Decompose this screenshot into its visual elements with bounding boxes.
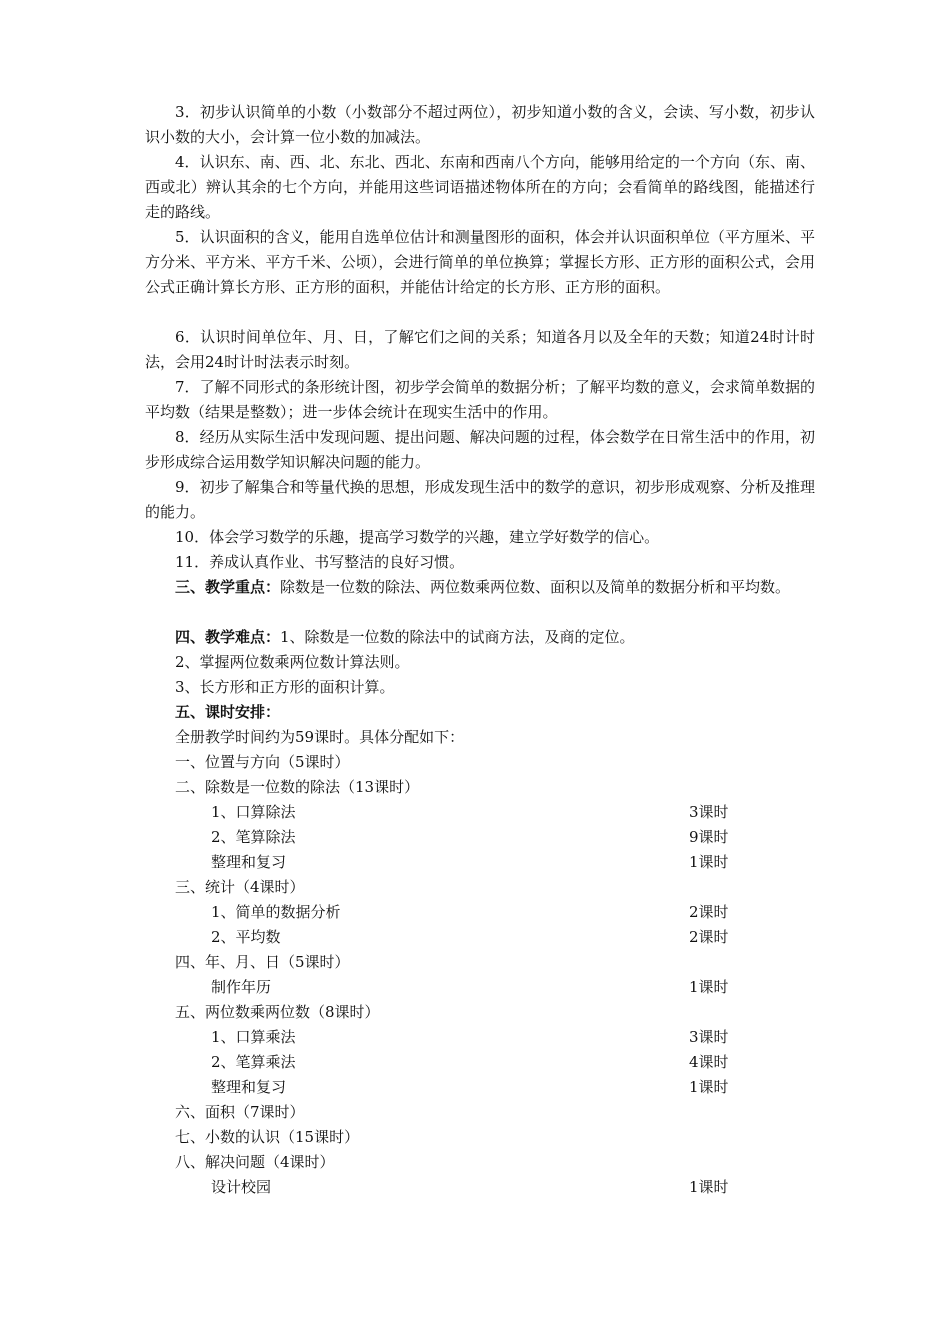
unit-6: 六、面积（7课时） (175, 1103, 305, 1121)
lesson-hours: 3课时 (689, 803, 729, 821)
schedule-intro: 全册教学时间约为59课时。具体分配如下： (175, 728, 465, 746)
lesson-hours: 2课时 (689, 928, 729, 946)
lesson-name: 2、笔算乘法 (211, 1053, 296, 1071)
objective-4: 4．认识东、南、西、北、东北、西北、东南和西南八个方向，能够用给定的一个方向（东、南、西或北）辨认其余的七个方向，并能用这些词语描述物体所在的方向；会看简单的路线图，能描述行走的路线。 (145, 153, 815, 221)
objective-3: 3．初步认识简单的小数（小数部分不超过两位），初步知道小数的含义，会读、写小数，初步认识小数的大小，会计算一位小数的加减法。 (145, 103, 815, 146)
objective-8: 8．经历从实际生活中发现问题、提出问题、解决问题的过程，体会数学在日常生活中的作用，初步形成综合运用数学知识解决问题的能力。 (145, 428, 815, 471)
unit-5: 五、两位数乘两位数（8课时） (175, 1003, 380, 1021)
schedule-heading: 五、课时安排： (175, 703, 281, 721)
unit-4: 四、年、月、日（5课时） (175, 953, 350, 971)
objective-10: 10．体会学习数学的乐趣，提高学习数学的兴趣，建立学好数学的信心。 (175, 528, 660, 546)
objective-11: 11．养成认真作业、书写整洁的良好习惯。 (175, 553, 465, 571)
lesson-hours: 2课时 (689, 903, 729, 921)
lesson-hours: 1课时 (689, 978, 729, 996)
lesson-name: 整理和复习 (211, 1078, 287, 1096)
objective-7: 7．了解不同形式的条形统计图，初步学会简单的数据分析；了解平均数的意义，会求简单数据的平均数（结果是整数）；进一步体会统计在现实生活中的作用。 (145, 378, 815, 421)
difficulties-label: 四、教学难点： (175, 628, 281, 646)
lesson-hours: 1课时 (689, 1078, 729, 1096)
unit-3: 三、统计（4课时） (175, 878, 305, 896)
lesson-name: 1、简单的数据分析 (211, 903, 341, 921)
lesson-name: 设计校园 (211, 1178, 272, 1196)
key-points-label: 三、教学重点： (175, 578, 281, 596)
difficulty-item-2: 2、掌握两位数乘两位数计算法则。 (175, 653, 410, 671)
objective-5: 5．认识面积的含义，能用自选单位估计和测量图形的面积，体会并认识面积单位（平方厘米、平方分米、平方米、平方千米、公顷），会进行简单的单位换算；掌握长方形、正方形的面积公式，会用公式正确计算长方形、正方形的面积，并能估计给定的长方形、正方形的面积。 (145, 228, 815, 296)
lesson-hours: 1课时 (689, 1178, 729, 1196)
lesson-name: 整理和复习 (211, 853, 287, 871)
lesson-hours: 3课时 (689, 1028, 729, 1046)
key-points (145, 575, 815, 600)
objective-6: 6．认识时间单位年、月、日，了解它们之间的关系；知道各月以及全年的天数；知道24时计时法，会用24时计时法表示时刻。 (145, 328, 815, 371)
lesson-name: 1、口算乘法 (211, 1028, 296, 1046)
key-points-text: 除数是一位数的除法、两位数乘两位数、面积以及简单的数据分析和平均数。 (280, 578, 791, 596)
unit-1: 一、位置与方向（5课时） (175, 753, 350, 771)
lesson-name: 制作年历 (211, 978, 272, 996)
lesson-name: 1、口算除法 (211, 803, 296, 821)
lesson-hours: 9课时 (689, 828, 729, 846)
lesson-name: 2、平均数 (211, 928, 281, 946)
objective-9: 9．初步了解集合和等量代换的思想，形成发现生活中的数学的意识，初步形成观察、分析及推理的能力。 (145, 478, 815, 521)
difficulty-item-1: 1、除数是一位数的除法中的试商方法，及商的定位。 (280, 628, 635, 646)
unit-7: 七、小数的认识（15课时） (175, 1128, 360, 1146)
lesson-name: 2、笔算除法 (211, 828, 296, 846)
unit-8: 八、解决问题（4课时） (175, 1153, 335, 1171)
difficulty-item-3: 3、长方形和正方形的面积计算。 (175, 678, 395, 696)
difficulties (175, 625, 635, 650)
unit-2: 二、除数是一位数的除法（13课时） (175, 778, 420, 796)
lesson-hours: 1课时 (689, 853, 729, 871)
lesson-hours: 4课时 (689, 1053, 729, 1071)
